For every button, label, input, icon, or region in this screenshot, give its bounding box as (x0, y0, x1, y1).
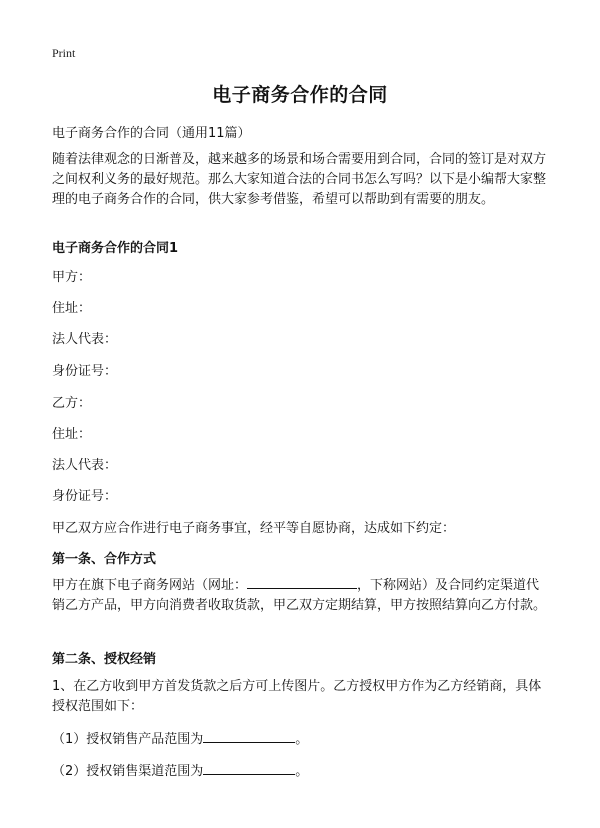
document-title: 电子商务合作的合同 (212, 84, 388, 106)
print-label[interactable]: Print (52, 46, 76, 60)
article2-heading: 第二条、授权经销 (52, 652, 157, 667)
party-b-legal-rep-label: 法人代表： (52, 458, 118, 473)
website-url-blank (247, 576, 357, 589)
article2-item1 (52, 728, 308, 747)
article2-item1-label: （1）授权销售产品范围为 (52, 732, 204, 747)
party-b-label: 乙方： (52, 396, 92, 411)
party-a-legal-rep-label: 法人代表： (52, 332, 118, 347)
article2-item1-end: 。 (295, 732, 309, 747)
agreement-statement: 甲乙双方应合作进行电子商务事宜，经平等自愿协商，达成如下约定： (52, 521, 456, 536)
party-a-id-label: 身份证号： (52, 364, 118, 379)
article1-paragraph (52, 576, 552, 616)
article1-text-part2: ，下称网站）及合同约定渠道代销乙方产品，甲方向消费者收取货款，甲乙双方定期结算，甲方按照结算向乙方付款。 (52, 578, 547, 613)
article2-paragraph: 1、在乙方收到甲方首发货款之后方可上传图片。乙方授权甲方作为乙方经销商，具体授权范围如下： (52, 679, 542, 714)
article1-heading: 第一条、合作方式 (52, 552, 157, 567)
party-b-address-label: 住址： (52, 427, 92, 442)
party-a-address-label: 住址： (52, 301, 92, 316)
article2-item2-label: （2）授权销售渠道范围为 (52, 764, 204, 779)
intro-paragraph: 随着法律观念的日渐普及，越来越多的场景和场合需要用到合同，合同的签订是对双方之间权利义务的最好规范。那么大家知道合法的合同书怎么写吗？以下是小编帮大家整理的电子商务合作的合同，供大家参考借鉴，希望可以帮助到有需要的朋友。 (52, 152, 547, 207)
article2-item2-end: 。 (295, 764, 309, 779)
product-scope-blank (203, 730, 295, 743)
document-subtitle: 电子商务合作的合同（通用11篇） (52, 126, 251, 141)
article2-item2 (52, 760, 308, 779)
party-a-label: 甲方： (52, 270, 92, 285)
party-b-id-label: 身份证号： (52, 489, 118, 504)
section1-heading: 电子商务合作的合同1 (52, 241, 179, 256)
channel-scope-blank (203, 762, 295, 775)
article1-text-part1: 甲方在旗下电子商务网站（网址： (52, 578, 248, 593)
